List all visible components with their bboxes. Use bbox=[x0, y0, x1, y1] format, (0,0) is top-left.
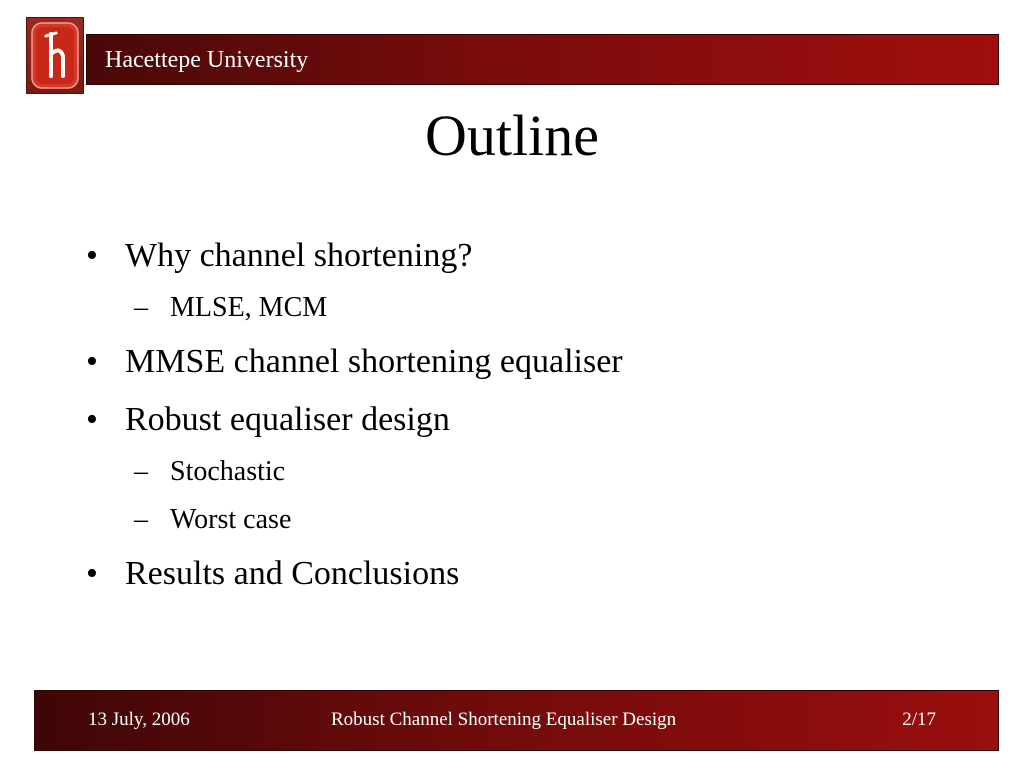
bullet-icon: • bbox=[86, 555, 98, 592]
bullet-icon: • bbox=[86, 343, 98, 380]
footer-title: Robust Channel Shortening Equaliser Design bbox=[331, 709, 677, 730]
sub-bullet-item bbox=[86, 448, 986, 496]
slide-title: Outline bbox=[425, 103, 599, 168]
sub-bullet-item bbox=[86, 496, 986, 544]
institution-name: Hacettepe University bbox=[105, 47, 309, 73]
bullet-item bbox=[86, 546, 986, 602]
item-text: Robust equaliser design bbox=[125, 401, 450, 438]
bullet-icon: • bbox=[86, 237, 98, 274]
header-bar bbox=[86, 34, 999, 85]
dash-icon: – bbox=[134, 456, 148, 487]
bullet-item bbox=[86, 334, 986, 390]
footer-date: 13 July, 2006 bbox=[88, 709, 190, 730]
dash-icon: – bbox=[134, 292, 148, 323]
bullet-icon: • bbox=[86, 401, 98, 438]
item-text: MMSE channel shortening equaliser bbox=[125, 343, 623, 380]
page-number: 2/17 bbox=[902, 709, 936, 730]
bullet-item bbox=[86, 392, 986, 448]
dash-icon: – bbox=[134, 504, 148, 535]
item-text: Stochastic bbox=[170, 456, 286, 487]
footer-bar bbox=[34, 690, 999, 751]
bullet-item bbox=[86, 228, 986, 284]
item-text: Results and Conclusions bbox=[125, 555, 460, 592]
hacettepe-logo-icon bbox=[26, 17, 84, 94]
sub-bullet-item bbox=[86, 284, 986, 332]
item-text: Worst case bbox=[170, 504, 292, 535]
outline-list bbox=[86, 226, 986, 602]
item-text: MLSE, MCM bbox=[170, 292, 328, 323]
item-text: Why channel shortening? bbox=[125, 237, 473, 274]
